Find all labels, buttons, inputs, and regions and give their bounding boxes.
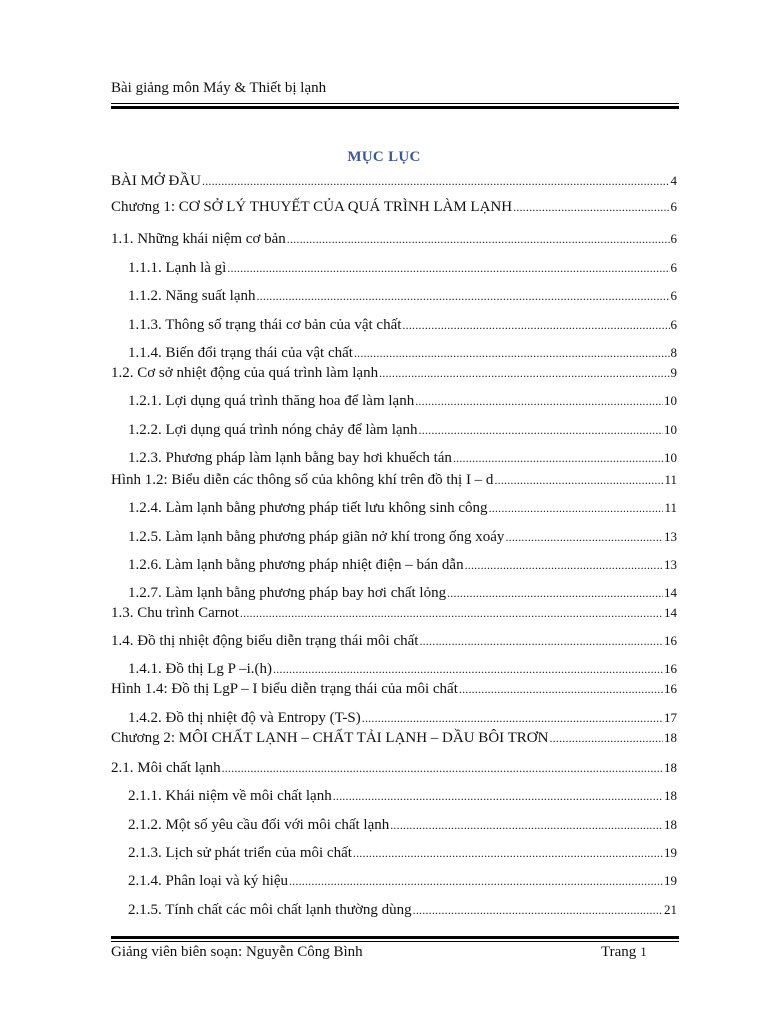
toc-entry[interactable] bbox=[111, 230, 677, 248]
toc-entry[interactable] bbox=[111, 729, 677, 747]
toc-dot-leader bbox=[362, 709, 663, 727]
toc-dot-leader bbox=[256, 287, 669, 305]
toc-entry-page: 19 bbox=[664, 873, 677, 888]
toc-entry-page: 10 bbox=[664, 393, 677, 408]
toc-dot-leader bbox=[505, 528, 663, 546]
toc-dot-leader bbox=[549, 729, 663, 747]
toc-dot-leader bbox=[419, 632, 663, 650]
toc-entry-label: 2.1. Môi chất lạnh bbox=[111, 760, 221, 776]
toc-entry[interactable] bbox=[111, 172, 677, 190]
toc-entry-label: 2.1.4. Phân loại và ký hiệu bbox=[128, 873, 288, 889]
toc-entry-page: 11 bbox=[664, 500, 677, 515]
toc-entry-page: 16 bbox=[664, 661, 677, 676]
toc-dot-leader bbox=[419, 421, 663, 439]
page-header: Bài giảng môn Máy & Thiết bị lạnh bbox=[111, 80, 327, 96]
toc-entry-page: 10 bbox=[664, 422, 677, 437]
toc-entry[interactable] bbox=[128, 584, 677, 602]
toc-entry-label: 1.1. Những khái niệm cơ bản bbox=[111, 231, 286, 247]
toc-entry[interactable] bbox=[128, 556, 677, 574]
header-rule-thick bbox=[111, 106, 679, 109]
toc-entry-label: 1.1.4. Biến đổi trạng thái của vật chất bbox=[128, 345, 353, 361]
toc-entry-page: 6 bbox=[670, 317, 677, 332]
toc-entry-page: 8 bbox=[670, 345, 677, 360]
toc-entry-label: Hình 1.4: Đồ thị LgP – I biểu diễn trạng thái của môi chất bbox=[111, 681, 458, 697]
toc-dot-leader bbox=[354, 344, 670, 362]
toc-entry-page: 18 bbox=[664, 817, 677, 832]
toc-entry-page: 13 bbox=[664, 529, 677, 544]
toc-entry[interactable] bbox=[128, 392, 677, 410]
toc-entry[interactable] bbox=[128, 421, 677, 439]
toc-entry[interactable] bbox=[128, 528, 677, 546]
toc-entry-label: 1.2.3. Phương pháp làm lạnh bằng bay hơi khuếch tán bbox=[128, 450, 452, 466]
toc-entry-page: 9 bbox=[670, 365, 677, 380]
toc-dot-leader bbox=[513, 198, 669, 216]
toc-entry-label: 1.2.2. Lợi dụng quá trình nóng chảy để làm lạnh bbox=[128, 422, 418, 438]
toc-entry-page: 17 bbox=[664, 710, 677, 725]
toc-entry-label: 1.2.7. Làm lạnh bằng phương pháp bay hơi chất lỏng bbox=[128, 585, 447, 601]
toc-entry-page: 21 bbox=[664, 902, 677, 917]
footer-rule-thick bbox=[111, 936, 679, 939]
toc-entry[interactable] bbox=[128, 787, 677, 805]
toc-dot-leader bbox=[289, 872, 663, 890]
toc-entry-label: 2.1.5. Tính chất các môi chất lạnh thường dùng bbox=[128, 902, 412, 918]
toc-entry[interactable] bbox=[128, 449, 677, 467]
footer-rule-thin bbox=[111, 941, 679, 942]
toc-dot-leader bbox=[402, 316, 669, 334]
toc-entry-label: BÀI MỞ ĐẦU bbox=[111, 173, 201, 189]
toc-entry-page: 14 bbox=[664, 605, 677, 620]
toc-dot-leader bbox=[459, 680, 663, 698]
toc-entry-label: 1.2. Cơ sở nhiệt động của quá trình làm lạnh bbox=[111, 365, 379, 381]
toc-entry[interactable] bbox=[128, 709, 677, 727]
toc-entry-page: 6 bbox=[670, 199, 677, 214]
toc-entry[interactable] bbox=[128, 816, 677, 834]
toc-entry[interactable] bbox=[111, 680, 677, 698]
toc-entry-label: 2.1.1. Khái niệm về môi chất lạnh bbox=[128, 788, 332, 804]
toc-entry-page: 18 bbox=[664, 730, 677, 745]
toc-title: MỤC LỤC bbox=[347, 149, 421, 165]
toc-entry-page: 6 bbox=[670, 288, 677, 303]
toc-dot-leader bbox=[353, 844, 663, 862]
toc-entry-label: 1.2.5. Làm lạnh bằng phương pháp giãn nở khí trong ống xoáy bbox=[128, 529, 505, 545]
toc-entry[interactable] bbox=[128, 259, 677, 277]
toc-dot-leader bbox=[273, 660, 663, 678]
toc-entry[interactable] bbox=[111, 759, 677, 777]
footer-page-label: Trang bbox=[601, 944, 637, 960]
footer-author: Giảng viên biên soạn: Nguyễn Công Bình bbox=[111, 944, 363, 960]
toc-entry[interactable] bbox=[111, 471, 677, 489]
toc-dot-leader bbox=[494, 471, 663, 489]
toc-entry[interactable] bbox=[128, 316, 677, 334]
toc-entry[interactable] bbox=[128, 499, 677, 517]
toc-entry-page: 6 bbox=[670, 231, 677, 246]
toc-entry[interactable] bbox=[128, 901, 677, 919]
toc-entry-page: 6 bbox=[670, 260, 677, 275]
toc-entry-page: 14 bbox=[664, 585, 677, 600]
toc-entry-page: 13 bbox=[664, 557, 677, 572]
toc-entry[interactable] bbox=[128, 287, 677, 305]
footer-page-number: 1 bbox=[640, 944, 647, 959]
toc-entry[interactable] bbox=[128, 872, 677, 890]
toc-entry-page: 16 bbox=[664, 633, 677, 648]
toc-entry-page: 10 bbox=[664, 450, 677, 465]
toc-dot-leader bbox=[390, 816, 663, 834]
toc-entry-page: 19 bbox=[664, 845, 677, 860]
toc-entry-label: 1.2.4. Làm lạnh bằng phương pháp tiết lưu không sinh công bbox=[128, 500, 488, 516]
toc-entry-label: 1.4.2. Đồ thị nhiệt độ và Entropy (T-S) bbox=[128, 710, 361, 726]
toc-entry-label: Chương 1: CƠ SỞ LÝ THUYẾT CỦA QUÁ TRÌNH LÀM LẠNH bbox=[111, 199, 513, 215]
toc-entry-label: 1.2.6. Làm lạnh bằng phương pháp nhiệt điện – bán dẫn bbox=[128, 557, 464, 573]
toc-entry-page: 18 bbox=[664, 788, 677, 803]
toc-entry[interactable] bbox=[128, 660, 677, 678]
toc-entry-label: 1.3. Chu trình Carnot bbox=[111, 605, 239, 621]
toc-dot-leader bbox=[453, 449, 663, 467]
toc-entry-page: 18 bbox=[664, 760, 677, 775]
footer-page bbox=[601, 944, 647, 961]
toc-dot-leader bbox=[465, 556, 663, 574]
toc-entry[interactable] bbox=[111, 604, 677, 622]
toc-dot-leader bbox=[202, 172, 670, 190]
toc-entry-page: 16 bbox=[664, 681, 677, 696]
toc-entry[interactable] bbox=[111, 364, 677, 382]
toc-entry[interactable] bbox=[128, 344, 677, 362]
toc-entry-page: 4 bbox=[670, 173, 677, 188]
toc-entry[interactable] bbox=[128, 844, 677, 862]
toc-entry-label: 1.1.1. Lạnh là gì bbox=[128, 260, 227, 276]
toc-dot-leader bbox=[222, 759, 663, 777]
toc-entry-label: 2.1.3. Lịch sử phát triển của môi chất bbox=[128, 845, 352, 861]
toc-dot-leader bbox=[227, 259, 669, 277]
toc-dot-leader bbox=[447, 584, 663, 602]
toc-dot-leader bbox=[415, 392, 663, 410]
header-rule-thin bbox=[111, 103, 679, 104]
toc-entry[interactable] bbox=[111, 198, 677, 216]
toc-dot-leader bbox=[287, 230, 670, 248]
toc-entry-label: Hình 1.2: Biểu diễn các thông số của không khí trên đồ thị I – d bbox=[111, 472, 494, 488]
toc-dot-leader bbox=[240, 604, 663, 622]
toc-entry-label: 1.4. Đồ thị nhiệt động biểu diễn trạng thái môi chất bbox=[111, 633, 419, 649]
toc-entry-page: 11 bbox=[664, 472, 677, 487]
toc-dot-leader bbox=[333, 787, 663, 805]
toc-entry[interactable] bbox=[111, 632, 677, 650]
toc-entry-label: 1.1.2. Năng suất lạnh bbox=[128, 288, 256, 304]
toc-entry-label: 1.4.1. Đồ thị Lg P –i.(h) bbox=[128, 661, 273, 677]
toc-entry-label: 1.1.3. Thông số trạng thái cơ bản của vật chất bbox=[128, 317, 402, 333]
toc-entry-label: Chương 2: MÔI CHẤT LẠNH – CHẤT TẢI LẠNH – DẦU BÔI TRƠN bbox=[111, 730, 549, 746]
toc-dot-leader bbox=[489, 499, 664, 517]
toc-entry-label: 2.1.2. Một số yêu cầu đối với môi chất lạnh bbox=[128, 817, 390, 833]
toc-dot-leader bbox=[379, 364, 669, 382]
toc-dot-leader bbox=[413, 901, 663, 919]
toc-entry-label: 1.2.1. Lợi dụng quá trình thăng hoa để làm lạnh bbox=[128, 393, 415, 409]
